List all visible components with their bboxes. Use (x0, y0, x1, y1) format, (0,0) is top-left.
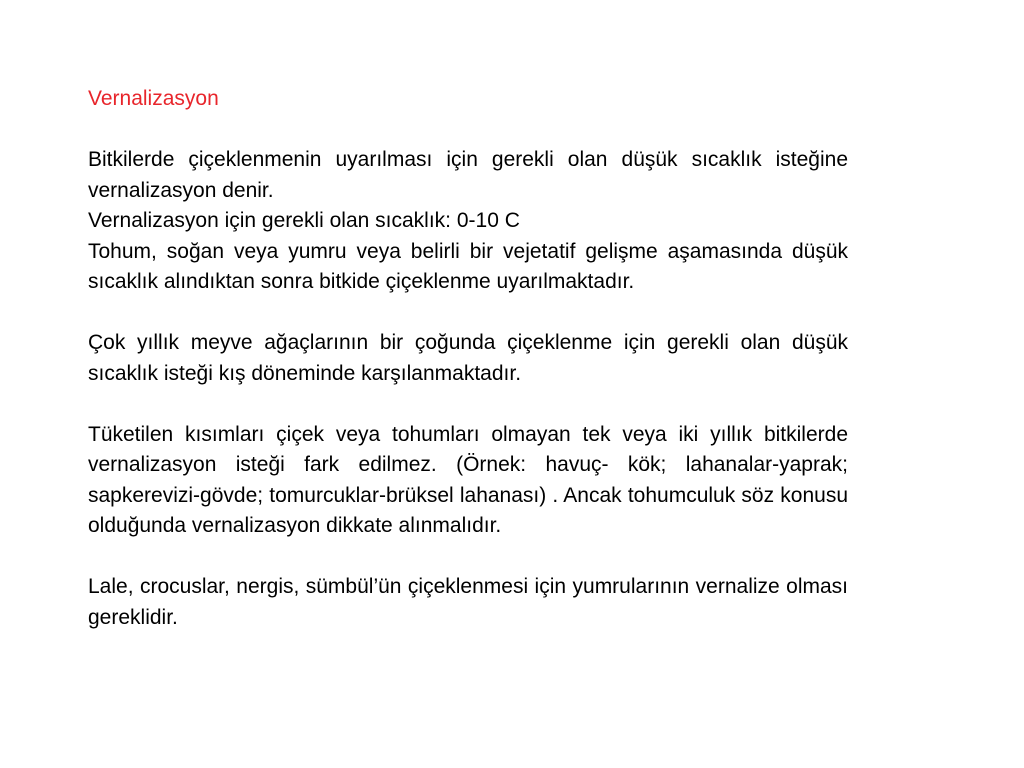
paragraph-vegetables: Tüketilen kısımları çiçek veya tohumları olmayan tek veya iki yıllık bitkilerde vernalizasyon isteği fark edilmez. (Örnek: havuç- kök; lahanalar-yaprak; sapkerevizi-gövde; tomurcuklar-brüksel lahanası) . Ancak tohumculuk söz konusu olduğunda vernalizasyon dikkate alınmalıdır. (88, 422, 848, 537)
slide-title: Vernalizasyon (88, 87, 219, 110)
paragraph-definition: Bitkilerde çiçeklenmenin uyarılması için gerekli olan düşük sıcaklık isteğine vernalizasyon denir. (88, 148, 848, 202)
paragraph-process: Tohum, soğan veya yumru veya belirli bir vejetatif gelişme aşamasında düşük sıcaklık alındıktan sonra bitkide çiçeklenme uyarılmaktadır. (88, 239, 848, 293)
paragraph-fruit-trees: Çok yıllık meyve ağaçlarının bir çoğunda çiçeklenme için gerekli olan düşük sıcaklık isteği kış döneminde karşılanmaktadır. (88, 331, 848, 385)
paragraph-bulbs: Lale, crocuslar, nergis, sümbül’ün çiçeklenmesi için yumrularının vernalize olması gereklidir. (88, 575, 848, 629)
slide-content (88, 84, 848, 633)
paragraph-temperature: Vernalizasyon için gerekli olan sıcaklık: 0-10 C (88, 209, 520, 232)
